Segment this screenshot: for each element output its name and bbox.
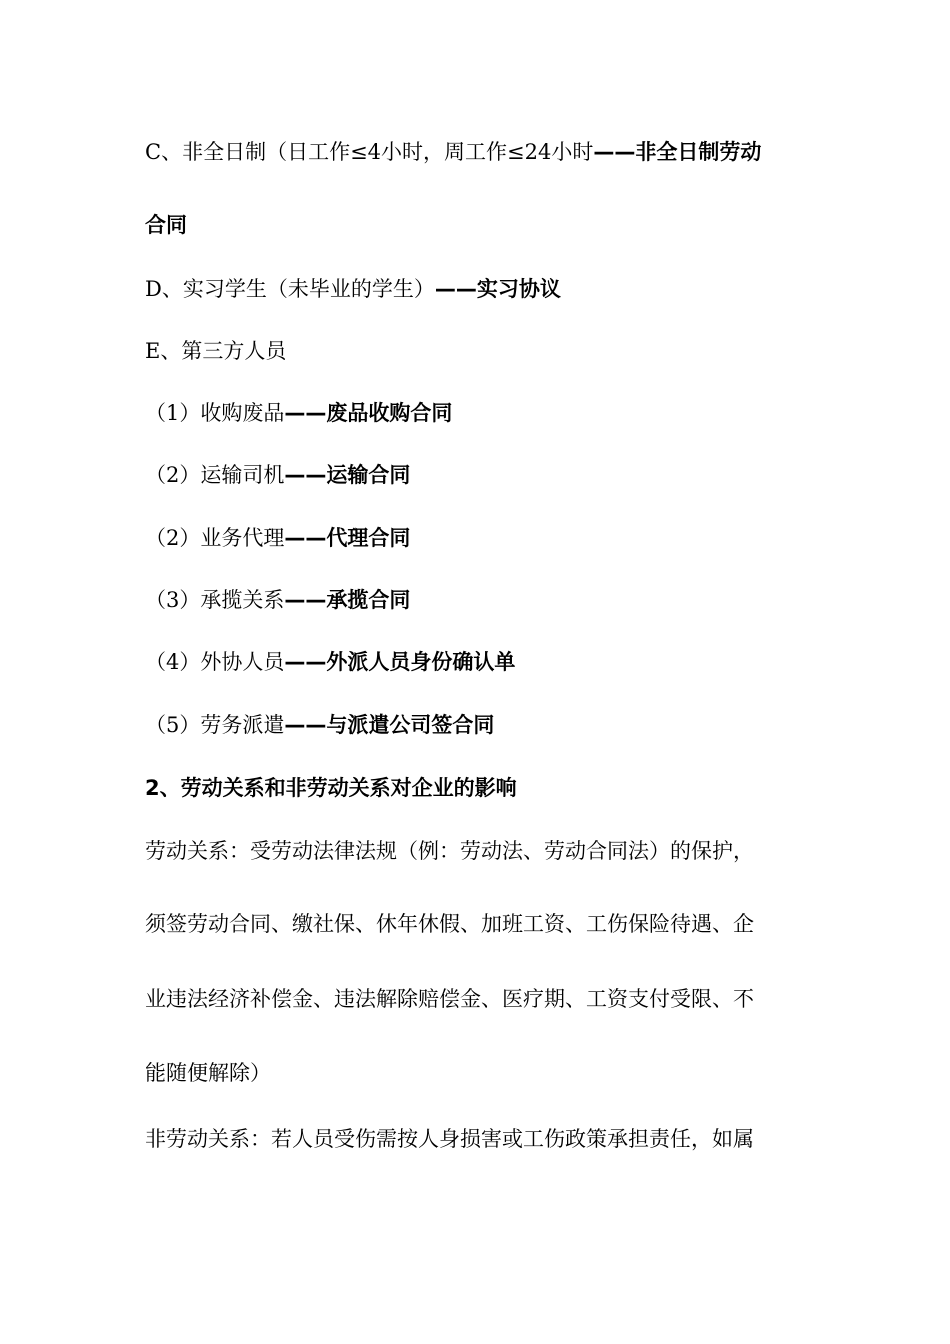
line-text: （4）外协人员 — [145, 650, 285, 674]
line-dispatch — [145, 711, 494, 739]
line-text: 须签劳动合同、缴社保、休年休假、加班工资、工伤保险待遇、企 — [145, 912, 754, 936]
paragraph-line — [145, 985, 754, 1013]
line-text: （1）收购废品 — [145, 401, 285, 425]
paragraph-line — [145, 1059, 271, 1087]
line-text: （5）劳务派遣 — [145, 713, 285, 737]
line-text: E、第三方人员 — [145, 339, 287, 363]
line-text: C、非全日制（日工作≤4小时，周工作≤24小时 — [145, 140, 594, 164]
heading-text: 2、劳动关系和非劳动关系对企业的影响 — [145, 776, 517, 800]
line-bold-text: ——非全日制劳动 — [593, 140, 762, 164]
line-bold-text: ——实习协议 — [434, 277, 561, 301]
line-bold-text: ——与派遣公司签合同 — [284, 713, 495, 737]
line-text: D、实习学生（未毕业的学生） — [145, 277, 435, 301]
line-third-party — [145, 337, 286, 365]
section-heading — [145, 774, 517, 802]
line-text: （2）运输司机 — [145, 463, 285, 487]
line-bold-text: ——代理合同 — [284, 526, 411, 550]
line-contracting — [145, 586, 410, 614]
line-text: 能随便解除） — [145, 1061, 271, 1085]
line-bold-text: ——承揽合同 — [284, 588, 411, 612]
line-text: 非劳动关系：若人员受伤需按人身损害或工伤政策承担责任，如属 — [145, 1127, 754, 1151]
line-outsourced — [145, 648, 515, 676]
line-text: （2）业务代理 — [145, 526, 285, 550]
line-text: 劳动关系：受劳动法律法规（例：劳动法、劳动合同法）的保护， — [145, 839, 754, 863]
line-text: 业违法经济补偿金、违法解除赔偿金、医疗期、工资支付受限、不 — [145, 987, 754, 1011]
paragraph-line — [145, 837, 754, 865]
line-part-time — [145, 138, 761, 166]
paragraph-line — [145, 1125, 754, 1153]
paragraph-line — [145, 910, 754, 938]
line-part-time-cont — [145, 211, 187, 239]
line-bold-text: ——废品收购合同 — [284, 401, 453, 425]
line-bold-text: 合同 — [145, 213, 187, 237]
line-intern — [145, 275, 561, 303]
line-waste-purchase — [145, 399, 452, 427]
line-text: （3）承揽关系 — [145, 588, 285, 612]
line-agency — [145, 524, 410, 552]
line-bold-text: ——运输合同 — [284, 463, 411, 487]
line-transport — [145, 461, 410, 489]
line-bold-text: ——外派人员身份确认单 — [284, 650, 516, 674]
